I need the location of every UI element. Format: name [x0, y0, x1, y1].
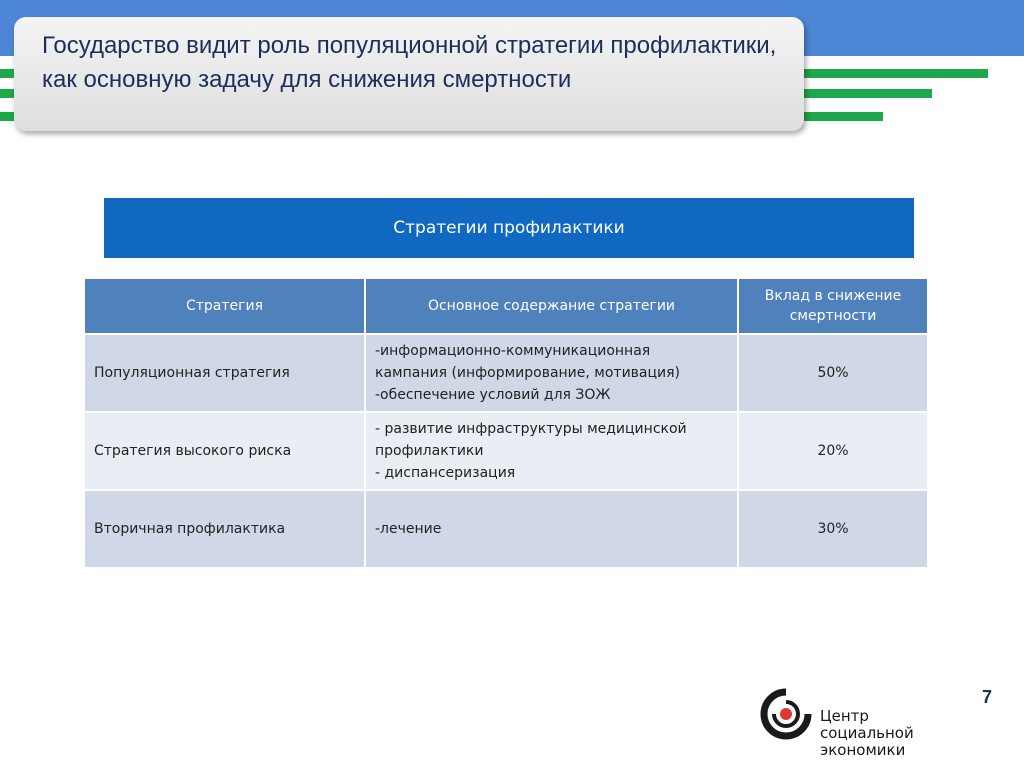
table-row [84, 334, 928, 412]
title-box [14, 17, 804, 131]
column-header: Стратегия [84, 278, 365, 334]
logo-text-line: экономики [820, 741, 906, 759]
contribution-cell: 20% [738, 412, 928, 490]
table-header-row [84, 278, 928, 334]
content-line: - диспансеризация [375, 465, 516, 481]
contribution-cell: 30% [738, 490, 928, 568]
page-number: 7 [981, 687, 992, 707]
table-row [84, 412, 928, 490]
logo-text [820, 708, 980, 759]
contribution-cell: 50% [738, 334, 928, 412]
content-cell [365, 334, 738, 412]
content-line: - развитие инфраструктуры медицинской [375, 421, 687, 437]
strategy-cell: Стратегия высокого риска [84, 412, 365, 490]
content-line: кампания (информирование, мотивация) [375, 365, 681, 381]
column-header: Вклад в снижение смертности [738, 278, 928, 334]
table-banner: Стратегии профилактики [104, 198, 914, 258]
strategy-cell: Вторичная профилактика [84, 490, 365, 568]
strategy-cell: Популяционная стратегия [84, 334, 365, 412]
circular-target-logo-icon [760, 688, 812, 740]
content-line: -обеспечение условий для ЗОЖ [375, 387, 611, 403]
table-row [84, 490, 928, 568]
content-line: профилактики [375, 443, 484, 459]
content-cell [365, 490, 738, 568]
organization-logo [760, 688, 980, 758]
content-cell [365, 412, 738, 490]
slide-title: Государство видит роль популяционной стратегии профилактики, как основную задачу для снижения смертности [42, 32, 777, 93]
strategy-table [83, 277, 929, 569]
content-line: -информационно-коммуникационная [375, 343, 651, 359]
column-header: Основное содержание стратегии [365, 278, 738, 334]
logo-text-line: Центр [820, 707, 869, 725]
logo-text-line: социальной [820, 724, 914, 742]
content-line: -лечение [375, 521, 442, 537]
